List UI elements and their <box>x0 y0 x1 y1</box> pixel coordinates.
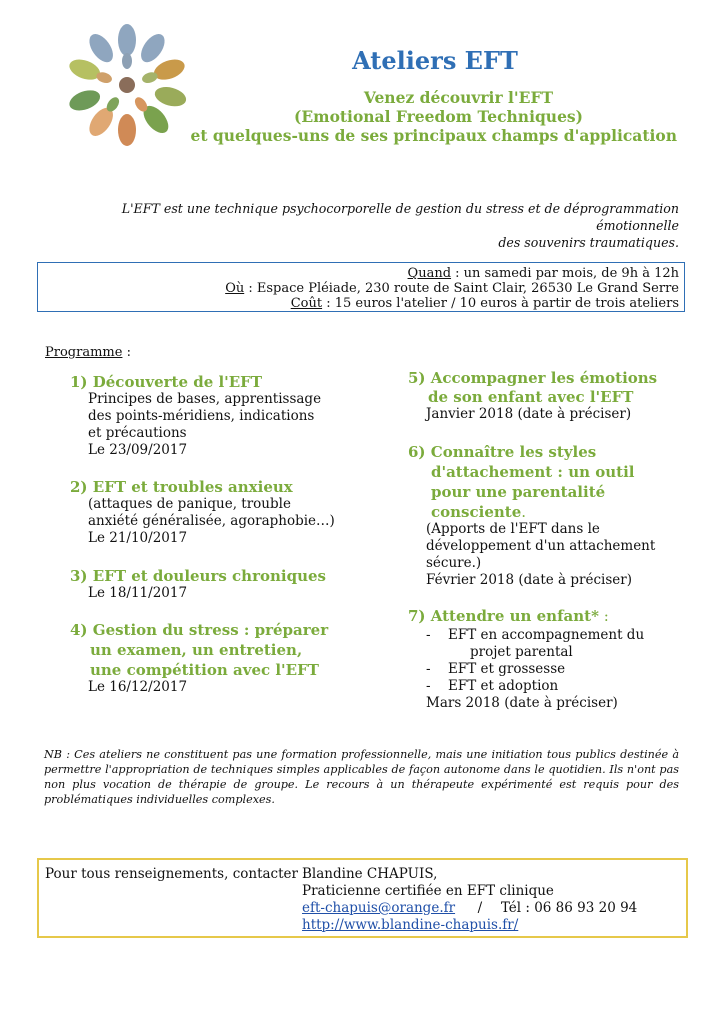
workshop-7-bullet-1-text: EFT en accompagnement du <box>448 627 645 643</box>
workshop-6-title-3: pour une parentalité <box>431 483 606 501</box>
workshop-7-bullet-1: - EFT en accompagnement du <box>426 627 645 643</box>
workshop-1-desc-2: des points-méridiens, indications <box>88 408 315 424</box>
info-when-value: : un samedi par mois, de 9h à 12h <box>451 266 679 281</box>
workshop-5-title-1: 5) Accompagner les émotions <box>408 369 658 387</box>
workshop-4-date: Le 16/12/2017 <box>88 679 188 695</box>
workshop-6-desc-2: développement d'un attachement <box>426 538 656 554</box>
workshop-4-title-3: une compétition avec l'EFT <box>90 661 319 679</box>
workshop-7-bullet-3: - EFT et adoption <box>426 678 559 694</box>
subtitle-line-3: et quelques-uns de ses principaux champs d'application <box>190 126 677 145</box>
workshop-4-title-1: 4) Gestion du stress : préparer <box>70 621 329 639</box>
workshop-1-desc-1: Principes de bases, apprentissage <box>88 391 322 407</box>
intro-paragraph <box>46 200 679 251</box>
subtitle-line-1: Venez découvrir l'EFT <box>363 88 553 107</box>
workshop-7-bullet-3-text: EFT et adoption <box>448 678 559 694</box>
nb-note: NB : Ces ateliers ne constituent pas une formation professionnelle, mais une initiation tous publics destinée à permettre l'appropriation de techniques simples applicables de façon autonome dans le quotidien. Ils n'ont pas non plus vocation de thérapie de groupe. Le recours à un thérapeute expérimenté est requis pour des problématiques individuelles complexes. <box>44 748 679 806</box>
workshop-6-title-1: 6) Connaître les styles <box>408 443 597 461</box>
info-when-label: Quand <box>407 266 452 281</box>
programme-label <box>45 345 131 360</box>
workshop-2-desc-2: anxiété généralisée, agoraphobie…) <box>88 513 335 529</box>
workshop-3-title: 3) EFT et douleurs chroniques <box>70 567 326 585</box>
contact-separator: / <box>477 900 483 916</box>
workshop-1-date: Le 23/09/2017 <box>88 442 188 458</box>
workshop-2-title: 2) EFT et troubles anxieux <box>70 478 293 496</box>
workshop-6-title-2: d'attachement : un outil <box>431 463 635 481</box>
workshop-6-desc-1: (Apports de l'EFT dans le <box>426 521 600 537</box>
info-when <box>408 266 679 281</box>
workshop-7-title-text: 7) Attendre un enfant* <box>408 607 599 625</box>
contact-role: Praticienne certifiée en EFT clinique <box>302 883 554 899</box>
info-where-value: : Espace Pléiade, 230 route de Saint Clair, 26530 Le Grand Serre <box>244 281 679 296</box>
info-cost-label: Coût <box>290 296 323 311</box>
workshop-6-title-4-text: consciente <box>431 503 522 521</box>
workshop-7-title-colon: : <box>598 607 609 625</box>
workshop-1-desc-3: et précautions <box>88 425 187 441</box>
workshop-2-date: Le 21/10/2017 <box>88 530 188 546</box>
workshop-7-title <box>408 606 609 626</box>
contact-phone: Tél : 06 86 93 20 94 <box>500 900 638 916</box>
info-cost <box>291 296 679 311</box>
contact-name: Blandine CHAPUIS, <box>302 866 438 882</box>
workshop-7-bullet-2-text: EFT et grossesse <box>448 661 566 677</box>
info-where-label: Où <box>225 281 245 296</box>
workshop-7-bullet-1-cont: projet parental <box>470 644 573 660</box>
workshop-6-title-4 <box>431 502 526 522</box>
workshop-7-bullet-2: - EFT et grossesse <box>426 661 566 677</box>
contact-label: Pour tous renseignements, contacter : <box>45 866 307 882</box>
website-link[interactable] <box>302 917 518 933</box>
workshop-6-desc-3: sécure.) <box>426 555 482 571</box>
intro-line-1: L'EFT est une technique psychocorporelle de gestion du stress et de déprogrammation émotionnelle <box>121 201 679 233</box>
workshop-5-date: Janvier 2018 (date à préciser) <box>426 406 632 422</box>
page-title: Ateliers EFT <box>352 46 518 75</box>
intro-line-2: des souvenirs traumatiques. <box>498 235 679 250</box>
workshop-1-title: 1) Découverte de l'EFT <box>70 373 262 391</box>
workshop-4-title-2: un examen, un entretien, <box>90 641 303 659</box>
workshop-2-desc-1: (attaques de panique, trouble <box>88 496 291 512</box>
programme-label-colon: : <box>122 345 131 360</box>
info-cost-value: : 15 euros l'atelier / 10 euros à partir de trois ateliers <box>322 296 679 311</box>
workshop-5-title-2: de son enfant avec l'EFT <box>428 388 634 406</box>
info-where <box>225 281 679 296</box>
workshop-7-date: Mars 2018 (date à préciser) <box>426 695 618 711</box>
email-link[interactable]: eft-chapuis@orange.fr <box>302 900 456 916</box>
workshop-6-date: Février 2018 (date à préciser) <box>426 572 633 588</box>
flower-petals-logo-icon <box>58 12 198 162</box>
workshop-6-title-4-dot: . <box>521 503 527 521</box>
website-link-text[interactable]: http://www.blandine-chapuis.fr/ <box>302 917 519 933</box>
workshop-3-date: Le 18/11/2017 <box>88 585 188 601</box>
programme-label-text: Programme <box>45 345 123 360</box>
subtitle-line-2: (Emotional Freedom Techniques) <box>294 107 583 126</box>
contact-line <box>302 900 637 916</box>
